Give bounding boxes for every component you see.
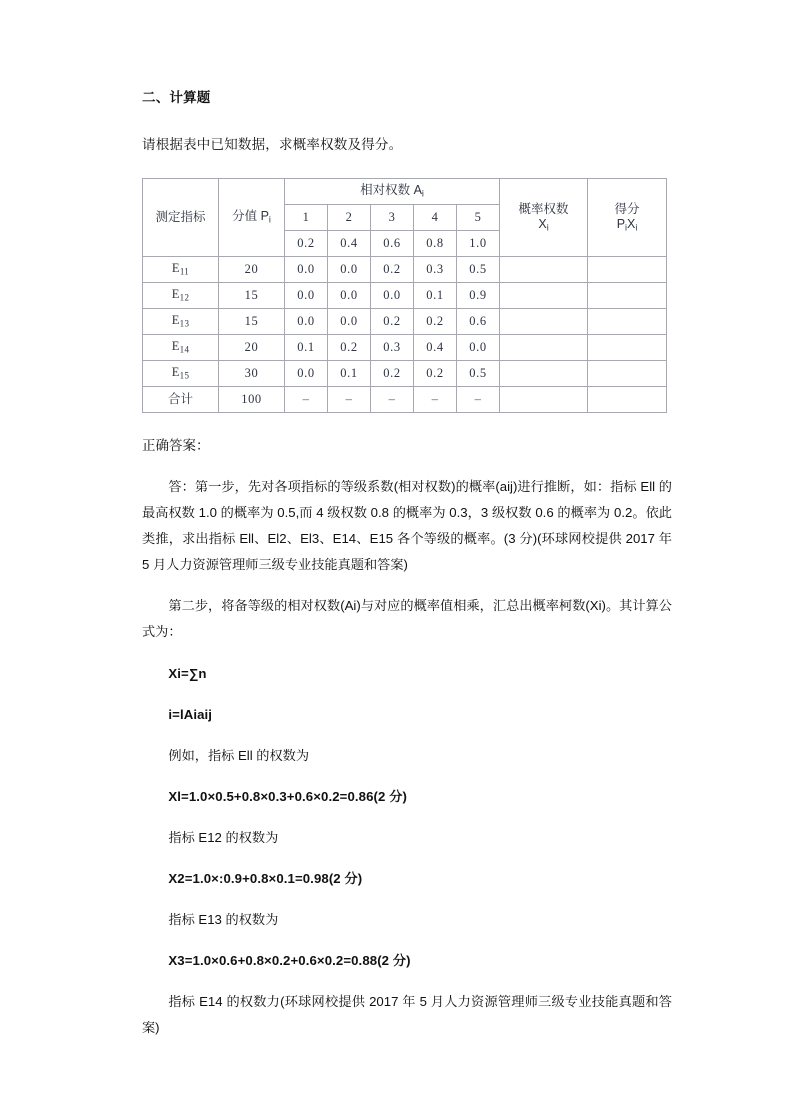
indicator-weight-table (142, 178, 667, 413)
row-weight-1: 0.1 (285, 334, 328, 360)
row-weight-1: 0.0 (285, 360, 328, 386)
table-row (143, 308, 667, 334)
header-score: 分值 $P_i$ (219, 178, 285, 256)
correct-answer-label: 正确答案： (142, 437, 210, 453)
table-row (143, 282, 667, 308)
row-probability-weight[interactable] (500, 334, 588, 360)
row-indicator: $E_{12}$ (143, 282, 219, 308)
row-indicator: $E_{14}$ (143, 334, 219, 360)
row-final-score[interactable] (588, 282, 667, 308)
row-weight-5: 0.0 (457, 334, 500, 360)
row-score: 15 (219, 282, 285, 308)
header-relative-weight: 相对权数 $A_i$ (285, 178, 500, 204)
grade-column-5: 5 (457, 204, 500, 230)
header-probability-weight-line1: 概率权数 (518, 201, 569, 216)
row-weight-2: 0.1 (328, 360, 371, 386)
row-weight-5: 0.9 (457, 282, 500, 308)
question-prompt: 请根据表中已知数据，求概率权数及得分。 (142, 137, 403, 153)
grade-value-2: 0.4 (328, 230, 371, 256)
label-e14: 指标 E14 的权数力(环球网校提供 2017 年 5 月人力资源管理师三级专业技能真题和答案) (142, 994, 672, 1036)
row-score: 30 (219, 360, 285, 386)
row-weight-2: 0.0 (328, 308, 371, 334)
grade-value-5: 1.0 (457, 230, 500, 256)
row-weight-4: 0.2 (414, 360, 457, 386)
total-weight-5: – (457, 386, 500, 412)
row-indicator: $E_{11}$ (143, 256, 219, 282)
total-weight-1: – (285, 386, 328, 412)
calculation-x1: Xl=1.0×0.5+0.8×0.3+0.6×0.2=0.86(2 分) (168, 789, 407, 805)
section-heading: 二、计算题 (142, 90, 211, 105)
header-final-score-line2: $P_iX_i$ (616, 216, 638, 233)
row-weight-5: 0.5 (457, 360, 500, 386)
calculation-x3: X3=1.0×0.6+0.8×0.2+0.6×0.2=0.88(2 分) (168, 953, 411, 969)
header-probability-weight-line2: $X_i$ (538, 216, 549, 233)
row-probability-weight[interactable] (500, 308, 588, 334)
label-e12: 指标 E12 的权数为 (168, 830, 279, 846)
row-weight-3: 0.2 (371, 256, 414, 282)
row-final-score[interactable] (588, 308, 667, 334)
row-weight-4: 0.2 (414, 308, 457, 334)
row-score: 20 (219, 334, 285, 360)
row-weight-2: 0.2 (328, 334, 371, 360)
total-weight-2: – (328, 386, 371, 412)
grade-column-1: 1 (285, 204, 328, 230)
row-weight-4: 0.3 (414, 256, 457, 282)
formula-line-2: i=lAiaij (168, 706, 213, 722)
row-final-score[interactable] (588, 334, 667, 360)
row-final-score[interactable] (588, 360, 667, 386)
row-weight-3: 0.2 (371, 308, 414, 334)
answer-step-2: 第二步，将备等级的相对权数(Ai)与对应的概率值相乘，汇总出概率柯数(Xi)。其计算公式为： (142, 598, 672, 640)
row-weight-5: 0.6 (457, 308, 500, 334)
table-total-row (143, 386, 667, 412)
header-final-score-line1: 得分 (614, 201, 640, 216)
row-indicator: $E_{13}$ (143, 308, 219, 334)
row-weight-5: 0.5 (457, 256, 500, 282)
label-e13: 指标 E13 的权数为 (168, 912, 279, 928)
header-probability-weight (500, 178, 588, 256)
total-weight-3: – (371, 386, 414, 412)
example-intro: 例如，指标 Ell 的权数为 (168, 748, 310, 763)
answer-step-1: 答：第一步，先对各项指标的等级系数(相对权数)的概率(aij)进行推断，如：指标 Ell 的最高权数 1.0 的概率为 0.5,而 4 级权数 0.8 的概率为 0.3，3 级权数 0.6 的概率为 0.2。依此类推，求出指标 Ell、El2、El3、E14、E15 各个等级的概率。(3 分)(环球网校提供 2017 年 5 月人力资源管理师三级专业技能真题和答案) (142, 479, 672, 572)
row-weight-2: 0.0 (328, 282, 371, 308)
table-row (143, 256, 667, 282)
formula-line-1: Xi=∑n (168, 665, 207, 681)
total-probability-weight[interactable] (500, 386, 588, 412)
row-weight-1: 0.0 (285, 282, 328, 308)
header-indicator: 测定指标 (143, 178, 219, 256)
row-probability-weight[interactable] (500, 360, 588, 386)
row-score: 15 (219, 308, 285, 334)
grade-column-3: 3 (371, 204, 414, 230)
grade-column-4: 4 (414, 204, 457, 230)
row-probability-weight[interactable] (500, 256, 588, 282)
calculation-x2: X2=1.0×:0.9+0.8×0.1=0.98(2 分) (168, 871, 363, 887)
row-weight-3: 0.3 (371, 334, 414, 360)
row-weight-1: 0.0 (285, 308, 328, 334)
total-final-score[interactable] (588, 386, 667, 412)
row-weight-4: 0.1 (414, 282, 457, 308)
row-probability-weight[interactable] (500, 282, 588, 308)
grade-column-2: 2 (328, 204, 371, 230)
table-body (143, 256, 667, 412)
row-weight-4: 0.4 (414, 334, 457, 360)
row-score: 20 (219, 256, 285, 282)
total-weight-4: – (414, 386, 457, 412)
table-row (143, 334, 667, 360)
total-label: 合计 (143, 386, 219, 412)
row-weight-2: 0.0 (328, 256, 371, 282)
table-header-row-1 (143, 178, 667, 204)
grade-value-3: 0.6 (371, 230, 414, 256)
grade-value-4: 0.8 (414, 230, 457, 256)
total-score: 100 (219, 386, 285, 412)
row-final-score[interactable] (588, 256, 667, 282)
row-indicator: $E_{15}$ (143, 360, 219, 386)
row-weight-3: 0.0 (371, 282, 414, 308)
data-table-wrapper (142, 178, 672, 413)
header-final-score (588, 178, 667, 256)
row-weight-3: 0.2 (371, 360, 414, 386)
row-weight-1: 0.0 (285, 256, 328, 282)
table-row (143, 360, 667, 386)
grade-value-1: 0.2 (285, 230, 328, 256)
table-head (143, 178, 667, 256)
